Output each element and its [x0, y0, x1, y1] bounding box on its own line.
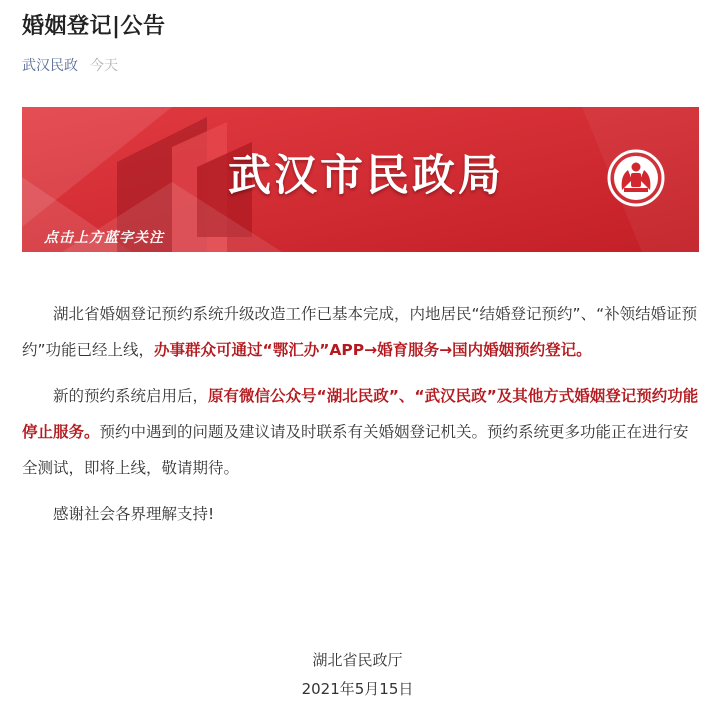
banner-title: 武汉市民政局	[228, 151, 504, 201]
follow-prompt: 点击上方蓝字关注	[44, 230, 164, 246]
paragraph-2-tail: 预约中遇到的问题及建议请及时联系有关婚姻登记机关。预约系统更多功能正在进行安全测试，即将上线，敬请期待。	[22, 423, 689, 477]
paragraph-1	[22, 296, 699, 368]
account-name-link[interactable]: 武汉民政	[22, 58, 78, 74]
paragraph-3: 感谢社会各界理解支持!	[53, 505, 215, 523]
article-title: 婚姻登记|公告	[22, 14, 166, 39]
paragraph-2-highlight: 原有微信公众号“湖北民政”、“武汉民政”及其他方式婚姻登记预约功能停止服务。	[22, 387, 699, 441]
paragraph-2	[22, 378, 699, 486]
article-meta	[22, 56, 118, 76]
signature-date: 2021年5月15日	[301, 680, 414, 698]
paragraph-2-text: 新的预约系统启用后，	[53, 387, 209, 405]
publish-date: 今天	[90, 58, 118, 74]
article-content	[22, 296, 699, 542]
signature-org: 湖北省民政厅	[312, 651, 403, 669]
civil-affairs-emblem-icon	[606, 148, 666, 208]
paragraph-1-highlight: 办事群众可通过“鄂汇办”APP→婚育服务→国内婚姻预约登记。	[154, 341, 592, 359]
paragraph-1-text: 湖北省婚姻登记预约系统升级改造工作已基本完成，内地居民“结婚登记预约”、“补领结婚证预约”功能已经上线，	[22, 305, 698, 359]
